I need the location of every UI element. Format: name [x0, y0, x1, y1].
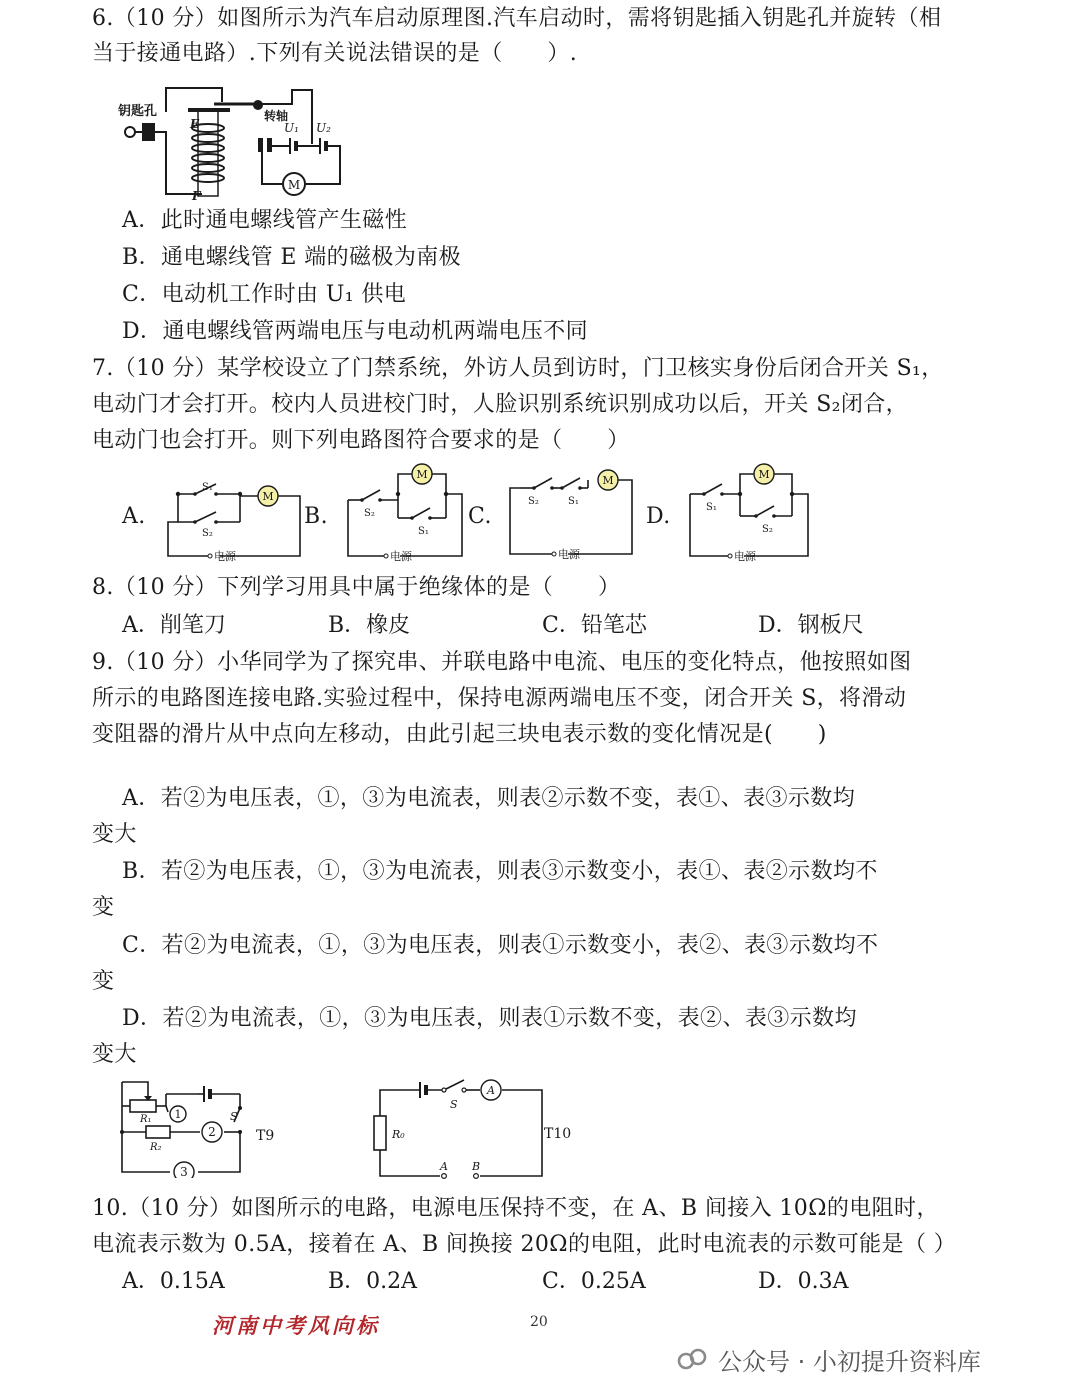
q7-circuit-d-label: D. [646, 504, 671, 529]
c-motor-label: M [602, 474, 614, 487]
q8-option-a: A．削笔刀 [122, 613, 226, 638]
b-s2-label: S₂ [364, 508, 375, 519]
q6-u2-label: U₂ [316, 121, 331, 135]
q7-circuit-b [342, 460, 468, 564]
t10-label: T10 [544, 1126, 572, 1142]
a-s2-label: S₂ [202, 528, 213, 539]
t9-r2-label: R₂ [150, 1142, 162, 1153]
q9-option-a-line-2: 变大 [92, 822, 137, 847]
a-s1-label: S₁ [202, 482, 213, 493]
t10-a-label: A [440, 1160, 448, 1173]
q6-f-label: F [192, 189, 201, 202]
q7-line-1: 7.（10 分）某学校设立了门禁系统，外访人员到访时，门卫核实身份后闭合开关 S₁， [92, 356, 944, 381]
q6-e-label: E [190, 117, 200, 131]
q9-option-b-line-2: 变 [92, 895, 115, 920]
q8-line-1: 8.（10 分）下列学习用具中属于绝缘体的是（ ） [92, 575, 621, 600]
q7-circuit-a-label: A. [122, 504, 146, 529]
q9-option-c-line-2: 变 [92, 969, 115, 994]
t10-circuit [368, 1076, 580, 1182]
wechat-official-account-icon [676, 1344, 710, 1374]
a-power-label: 电源 [214, 550, 236, 563]
t9-label: T9 [256, 1128, 275, 1144]
q9-option-c-line-1: C．若②为电流表，①，③为电压表，则表①示数变小，表②、表③示数均不 [122, 933, 879, 958]
b-power-label: 电源 [390, 550, 412, 563]
q7-circuit-d [684, 460, 814, 564]
q6-u1-label: U₁ [284, 121, 299, 135]
t10-s-label: S [450, 1098, 458, 1111]
b-motor-label: M [416, 468, 428, 481]
d-power-label: 电源 [734, 550, 756, 563]
q6-key-hole-label: 钥匙孔 [118, 104, 158, 119]
c-power-label: 电源 [558, 548, 580, 560]
q9-option-d-line-2: 变大 [92, 1042, 137, 1067]
page-number: 20 [530, 1314, 548, 1330]
q10-option-b: B．0.2A [328, 1269, 418, 1294]
t9-s-label: S [230, 1110, 238, 1123]
q6-line-2: 当于接通电路）.下列有关说法错误的是（ ）. [92, 41, 578, 66]
q10-option-a: A．0.15A [122, 1269, 225, 1294]
q7-circuit-b-label: B. [304, 504, 328, 529]
q6-option-c: C．电动机工作时由 U₁ 供电 [122, 282, 407, 307]
q8-option-b: B．橡皮 [328, 613, 411, 638]
q8-option-c: C．铅笔芯 [542, 613, 647, 638]
q10-option-c: C．0.25A [542, 1269, 646, 1294]
q7-line-3: 电动门也会打开。则下列电路图符合要求的是（ ） [92, 428, 630, 453]
t9-meter-3-label: 3 [180, 1165, 188, 1178]
t10-b-label: B [472, 1160, 481, 1173]
watermark [676, 1341, 981, 1377]
t9-meter-2-label: 2 [208, 1125, 216, 1139]
q9-option-a-line-1: A．若②为电压表，①，③为电流表，则表②示数不变，表①、表③示数均 [122, 786, 856, 811]
d-s2-label: S₂ [762, 524, 773, 535]
a-motor-label: M [262, 490, 274, 503]
c-s1-label: S₁ [568, 496, 579, 507]
q6-option-d: D．通电螺线管两端电压与电动机两端电压不同 [122, 319, 589, 344]
t9-r1-label: R₁ [140, 1114, 152, 1125]
q6-line-1: 6.（10 分）如图所示为汽车启动原理图.汽车启动时，需将钥匙插入钥匙孔并旋转（相 [92, 6, 942, 31]
q9-line-1: 9.（10 分）小华同学为了探究串、并联电路中电流、电压的变化特点，他按照如图 [92, 650, 912, 675]
b-s1-label: S₁ [418, 526, 429, 537]
q6-axis-label: 转轴 [264, 109, 289, 123]
q6-figure [112, 82, 352, 202]
watermark-text: 公众号 · 小初提升资料库 [718, 1347, 981, 1376]
q6-option-b: B．通电螺线管 E 端的磁极为南极 [122, 245, 462, 270]
brand-logo-text: 河南中考风向标 [212, 1313, 380, 1338]
t10-r0-label: R₀ [392, 1128, 405, 1141]
q7-line-2: 电动门才会打开。校内人员进校门时，人脸识别系统识别成功以后，开关 S₂闭合， [92, 392, 909, 417]
t9-meter-1-label: 1 [174, 1108, 182, 1121]
key-hole-icon [125, 127, 135, 137]
q9-line-3: 变阻器的滑片从中点向左移动，由此引起三块电表示数的变化情况是( ) [92, 722, 827, 747]
t9-circuit [114, 1076, 284, 1178]
q7-circuit-c-label: C. [468, 504, 492, 529]
t10-ammeter-label: A [487, 1084, 495, 1097]
q7-circuit-a [162, 466, 306, 564]
q7-circuit-c [506, 464, 638, 560]
q9-line-2: 所示的电路图连接电路.实验过程中，保持电源两端电压不变，闭合开关 S，将滑动 [92, 686, 907, 711]
q9-option-d-line-1: D．若②为电流表，①，③为电压表，则表①示数不变，表②、表③示数均 [122, 1006, 857, 1031]
q10-line-2: 电流表示数为 0.5A，接着在 A、B 间换接 20Ω的电阻，此时电流表的示数可能是（ ） [92, 1232, 957, 1257]
q6-option-a: A．此时通电螺线管产生磁性 [122, 208, 408, 233]
q9-option-b-line-1: B．若②为电压表，①，③为电流表，则表③示数变小，表①、表②示数均不 [122, 859, 878, 884]
q10-line-1: 10.（10 分）如图所示的电路，电源电压保持不变，在 A、B 间接入 10Ω的电阻时， [92, 1196, 939, 1221]
d-motor-label: M [758, 468, 770, 481]
d-s1-label: S₁ [706, 502, 717, 513]
q8-option-d: D．钢板尺 [758, 613, 864, 638]
q10-option-d: D．0.3A [758, 1269, 849, 1294]
q6-motor-label: M [287, 178, 301, 192]
c-s2-label: S₂ [528, 496, 539, 507]
